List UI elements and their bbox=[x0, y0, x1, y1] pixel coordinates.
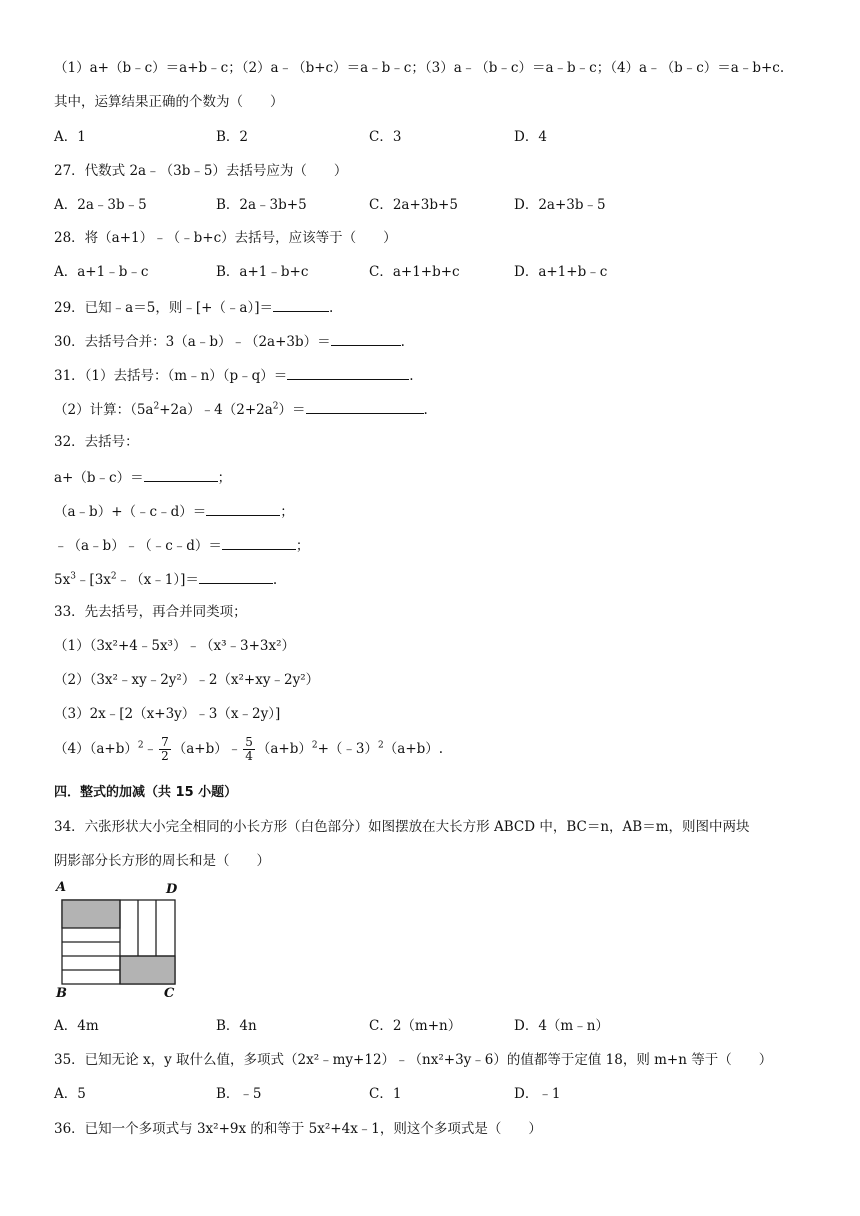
q32-item-3-sep: ； bbox=[295, 538, 310, 554]
q28-option-d[interactable]: D．a+1+b﹣c bbox=[514, 264, 608, 280]
q27-option-a[interactable]: A．2a﹣3b﹣5 bbox=[54, 197, 147, 213]
q33-exp-b: 2 bbox=[311, 740, 318, 751]
q32-item-4 bbox=[54, 568, 277, 590]
q27-option-b[interactable]: B．2a﹣3b+5 bbox=[216, 197, 307, 213]
q31-exp-1: 2 bbox=[153, 401, 160, 412]
q28-options bbox=[54, 262, 814, 282]
q33-part-2: （2）（3x²﹣xy﹣2y²）﹣2（x²+xy﹣2y²） bbox=[54, 672, 320, 688]
q32-item-3 bbox=[54, 534, 309, 556]
q34-option-a[interactable]: A．4m bbox=[54, 1018, 99, 1034]
q31-part2-text-c: ）＝ bbox=[278, 402, 306, 418]
q33-exp-c: 2 bbox=[378, 740, 384, 751]
q31-part2-answer-blank[interactable] bbox=[306, 398, 424, 414]
q30-question bbox=[54, 330, 405, 352]
q26-options bbox=[54, 127, 814, 147]
q28-option-a[interactable]: A．a+1﹣b﹣c bbox=[54, 264, 149, 280]
fraction-five-quarters bbox=[243, 736, 255, 763]
fraction-2-denominator: 4 bbox=[245, 749, 253, 763]
q29-answer-blank[interactable] bbox=[273, 296, 329, 312]
q32-item-4-text-b: ﹣[3x bbox=[75, 572, 111, 588]
q32-item-2 bbox=[54, 500, 294, 522]
q33-part-4-text-e: （a+b）. bbox=[383, 741, 444, 757]
q32-item-1-text: a+（b﹣c）＝ bbox=[54, 470, 144, 486]
q26-option-a[interactable]: A．1 bbox=[54, 129, 86, 145]
corner-label-d: D bbox=[166, 882, 178, 897]
shaded-rectangle-bottom-right bbox=[120, 956, 175, 984]
q26-question: 其中，运算结果正确的个数为（ ） bbox=[54, 94, 284, 110]
q31-part2-period: . bbox=[423, 402, 428, 418]
rectangle-abcd-figure bbox=[54, 880, 184, 1002]
q32-item-2-sep: ； bbox=[280, 504, 294, 520]
q32-item-3-blank[interactable] bbox=[222, 534, 296, 550]
q31-part2 bbox=[54, 398, 428, 420]
corner-label-b: B bbox=[56, 986, 67, 1001]
q35-question: 35．已知无论 x，y 取什么值，多项式（2x²﹣my+12）﹣（nx²+3y﹣6）的值都等于定值 18，则 m+n 等于（ ） bbox=[54, 1052, 773, 1068]
q31-part1 bbox=[54, 364, 414, 386]
q34-question-line-1: 34．六张形状大小完全相同的小长方形（白色部分）如图摆放在大长方形 ABCD 中，BC＝n，AB＝m，则图中两块 bbox=[54, 819, 750, 835]
q26-option-d[interactable]: D．4 bbox=[514, 129, 547, 145]
q31-exp-2: 2 bbox=[272, 401, 279, 412]
q29-text: 29．已知﹣a＝5，则﹣[+（﹣a）]＝ bbox=[54, 300, 273, 316]
q34-option-b[interactable]: B．4n bbox=[216, 1018, 257, 1034]
q29-question bbox=[54, 296, 333, 318]
q32-item-3-text: ﹣（a﹣b）﹣（﹣c﹣d）＝ bbox=[54, 538, 222, 554]
q35-options bbox=[54, 1084, 814, 1104]
q36-question: 36．已知一个多项式与 3x²+9x 的和等于 5x²+4x﹣1，则这个多项式是（ ） bbox=[54, 1121, 542, 1137]
q33-part-4: $(4)(a+b)^2﹣$ $\frac{7}{2}$ （a+b）﹣ $\frac{5}{4}$ $(a+b)^2+(﹣3)^2(a+b)$. bbox=[54, 735, 444, 763]
shaded-rectangle-top-left bbox=[62, 900, 120, 928]
q34-option-c[interactable]: C．2（m+n） bbox=[369, 1018, 462, 1034]
q32-exp-3: 3 bbox=[70, 571, 76, 582]
q33-part-4-text-b: （a+b）﹣ bbox=[172, 741, 242, 757]
q28-option-b[interactable]: B．a+1﹣b+c bbox=[216, 264, 309, 280]
q35-option-a[interactable]: A．5 bbox=[54, 1086, 86, 1102]
q30-text: 30．去括号合并：3（a﹣b）﹣（2a+3b）＝ bbox=[54, 334, 331, 350]
q26-option-c[interactable]: C．3 bbox=[369, 129, 402, 145]
fraction-1-numerator: 7 bbox=[161, 735, 169, 749]
q35-option-d[interactable]: D．﹣1 bbox=[514, 1086, 561, 1102]
q27-options bbox=[54, 195, 814, 215]
q27-option-d[interactable]: D．2a+3b﹣5 bbox=[514, 197, 606, 213]
q34-option-d[interactable]: D．4（m﹣n） bbox=[514, 1018, 609, 1034]
q31-part2-text-b: +2a）﹣4（2+2a bbox=[159, 402, 273, 418]
q35-option-c[interactable]: C．1 bbox=[369, 1086, 402, 1102]
q32-item-1 bbox=[54, 466, 231, 488]
corner-label-a: A bbox=[56, 880, 67, 895]
q32-item-4-text-a: 5x bbox=[54, 572, 71, 588]
q32-item-4-blank[interactable] bbox=[199, 568, 273, 584]
q31-part2-text-a: （2）计算：（5a bbox=[54, 402, 154, 418]
fraction-1-denominator: 2 bbox=[161, 749, 169, 763]
q33-question: 33．先去括号，再合并同类项； bbox=[54, 604, 247, 620]
q28-question: 28．将（a+1）﹣（﹣b+c）去括号，应该等于（ ） bbox=[54, 230, 397, 246]
q32-item-1-sep: ； bbox=[217, 470, 232, 486]
q32-item-2-blank[interactable] bbox=[206, 500, 280, 516]
q33-part-1: （1）（3x²+4﹣5x³）﹣（x³﹣3+3x²） bbox=[54, 638, 296, 654]
q33-part-4-text-c: （a+b） bbox=[256, 741, 312, 757]
q26-option-b[interactable]: B．2 bbox=[216, 129, 249, 145]
q27-option-c[interactable]: C．2a+3b+5 bbox=[369, 197, 458, 213]
q27-question: 27．代数式 2a﹣（3b﹣5）去括号应为（ ） bbox=[54, 163, 348, 179]
rectangle-diagram bbox=[54, 880, 184, 1002]
q34-question-line-2: 阴影部分长方形的周长和是（ ） bbox=[54, 853, 270, 869]
q33-part-3: （3）2x﹣[2（x+3y）﹣3（x﹣2y）] bbox=[54, 706, 281, 722]
q32-item-2-text: （a﹣b）+（﹣c﹣d）＝ bbox=[54, 504, 207, 520]
q31-part1-answer-blank[interactable] bbox=[287, 364, 409, 380]
q30-period: . bbox=[400, 334, 405, 350]
q28-option-c[interactable]: C．a+1+b+c bbox=[369, 264, 460, 280]
q35-option-b[interactable]: B．﹣5 bbox=[216, 1086, 262, 1102]
q29-period: . bbox=[328, 300, 334, 316]
section-heading: 四．整式的加减（共 15 小题） bbox=[54, 785, 238, 800]
q32-item-1-blank[interactable] bbox=[144, 466, 218, 482]
q26-statements: （1）a+（b﹣c）＝a+b﹣c；（2）a﹣（b+c）＝a﹣b﹣c；（3）a﹣（b﹣c）＝a﹣b﹣c；（4）a﹣（b﹣c）＝a﹣b+c. bbox=[54, 60, 785, 76]
q31-part1-text: 31．（1）去括号：（m﹣n）（p﹣q）＝ bbox=[54, 368, 288, 384]
q32-exp-2: 2 bbox=[110, 571, 117, 582]
fraction-2-numerator: 5 bbox=[245, 735, 253, 749]
q34-options bbox=[54, 1016, 814, 1036]
q30-answer-blank[interactable] bbox=[331, 330, 401, 346]
q32-item-4-text-c: ﹣（x﹣1）]＝ bbox=[116, 572, 199, 588]
q32-question: 32．去括号： bbox=[54, 434, 139, 450]
corner-label-c: C bbox=[164, 986, 175, 1001]
q33-exp-a: 2 bbox=[137, 740, 144, 751]
fraction-seven-halves bbox=[159, 736, 171, 763]
q32-item-4-period: . bbox=[272, 572, 278, 588]
q31-part1-period: . bbox=[409, 368, 414, 384]
q33-part-4-text-a: （4）（a+b） bbox=[54, 741, 138, 757]
q33-part-4-text-d: +（﹣3） bbox=[317, 741, 379, 757]
